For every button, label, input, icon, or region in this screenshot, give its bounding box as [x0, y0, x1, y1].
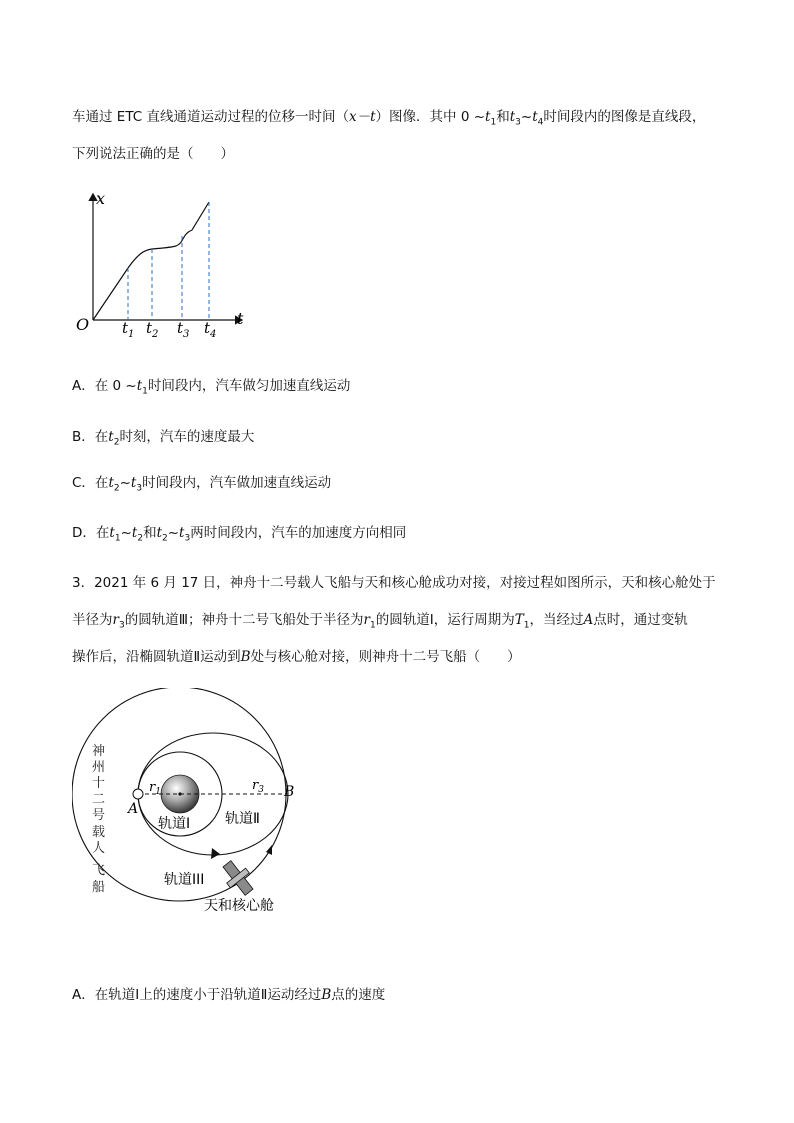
x-axis-label: x	[96, 189, 106, 208]
origin-label: O	[76, 315, 90, 334]
svg-text:十: 十	[92, 776, 106, 791]
label-orbit-1: 轨道Ⅰ	[158, 816, 191, 832]
q2-option-d[interactable]: D．在$t_1\sim t_2$和$t_2\sim t_3$两时间段内，汽车的加速度方向相同	[72, 525, 407, 544]
label-spacecraft	[92, 743, 105, 895]
svg-text:载: 载	[92, 825, 106, 840]
label-a: A	[128, 801, 139, 817]
tick-t1: $t_1$	[122, 319, 135, 340]
svg-text:神: 神	[92, 744, 106, 759]
q3-stem-line1: 3．2021 年 6 月 17 日，神舟十二号载人飞船与天和核心舱成功对接，对接过程如图所示，天和核心舱处于	[72, 575, 716, 591]
svg-text:二: 二	[92, 792, 106, 807]
q3-option-a[interactable]: A．在轨道Ⅰ上的速度小于沿轨道Ⅱ运动经过B点的速度	[72, 987, 386, 1003]
q3-stem-line2: 半径为$r_3$的圆轨道Ⅲ；神舟十二号飞船处于半径为$r_1$的圆轨道Ⅰ，运行周期为$T_1$，当经过A点时，通过变轨	[72, 612, 688, 631]
xt-curve	[93, 202, 209, 320]
q2-stem-line1: 车通过 ETC 直线通道运动过程的位移一时间（x－t）图像．其中 0 $\sim t_1$和$t_3\sim t_4$时间段内的图像是直线段，	[72, 109, 706, 128]
station-icon	[217, 856, 258, 899]
svg-text:船: 船	[92, 880, 106, 895]
orbit-diagram	[72, 688, 312, 918]
q3-stem-line3: 操作后，沿椭圆轨道Ⅱ运动到B处与核心舱对接，则神舟十二号飞船（ ）	[72, 649, 521, 665]
svg-text:飞: 飞	[92, 863, 106, 878]
label-station: 天和核心舱	[204, 898, 274, 914]
label-r3: $r_3$	[252, 778, 264, 795]
svg-text:号: 号	[92, 808, 106, 823]
xt-graph	[70, 188, 260, 343]
point-a-marker	[133, 789, 143, 799]
orbit-3-arrow	[266, 845, 272, 855]
t-axis-label: t	[237, 309, 244, 328]
label-b: B	[284, 784, 295, 800]
xt-symbol: x－t	[349, 109, 376, 125]
q2-option-b[interactable]: B．在$t_2$时刻，汽车的速度最大	[72, 429, 255, 448]
label-r1: $r_1$	[149, 780, 161, 797]
q2-stem-line2: 下列说法正确的是（ ）	[72, 146, 234, 162]
q2-option-c[interactable]: C．在$t_2\sim t_3$时间段内，汽车做加速直线运动	[72, 475, 332, 494]
tick-t4: $t_4$	[204, 319, 217, 340]
label-orbit-2: 轨道Ⅱ	[225, 811, 260, 827]
orbit-2-arrow	[211, 848, 220, 859]
label-orbit-3: 轨道III	[164, 872, 205, 888]
svg-text:人: 人	[92, 841, 106, 856]
tick-t2: $t_2$	[146, 319, 159, 340]
q2-option-a[interactable]: A．在 0 $\sim t_1$时间段内，汽车做匀加速直线运动	[72, 378, 351, 397]
tick-t3: $t_3$	[177, 319, 190, 340]
svg-text:州: 州	[92, 760, 106, 775]
